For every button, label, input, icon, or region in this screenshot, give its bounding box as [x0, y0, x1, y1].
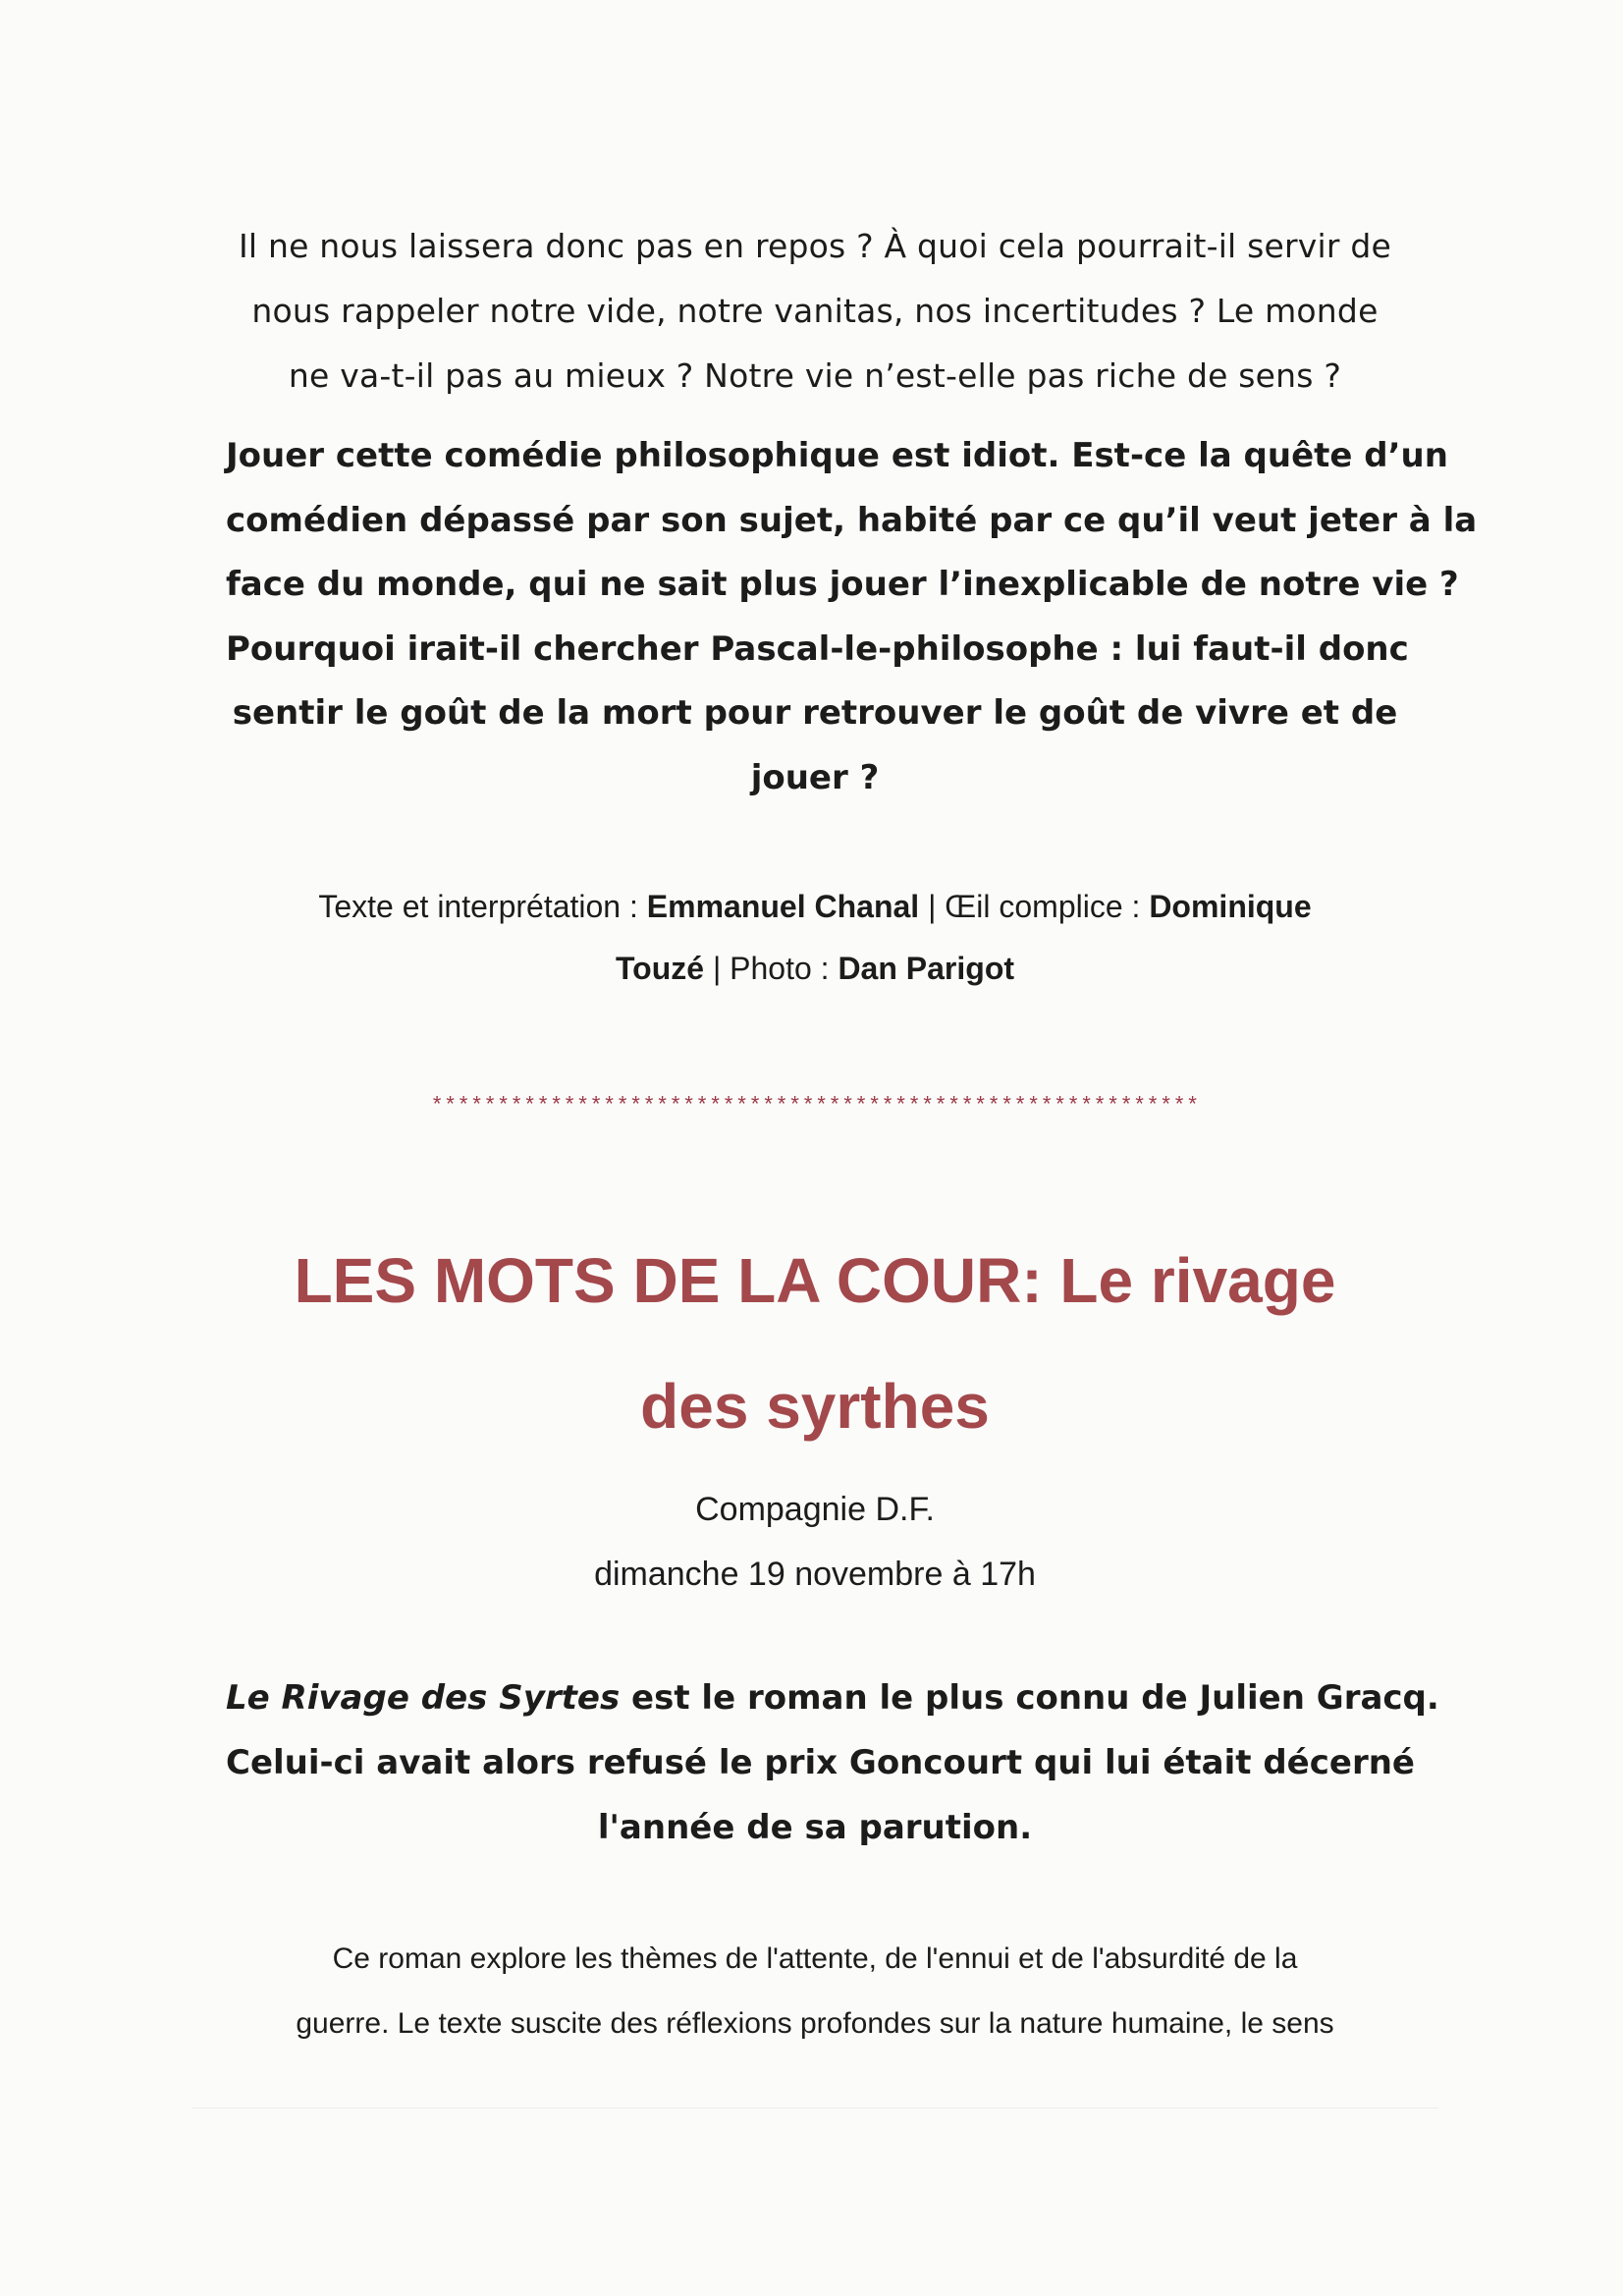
credit-photo-name: Dan Parigot — [838, 951, 1015, 986]
bold-paragraph-line: Pourquoi irait-il chercher Pascal-le-philosophe : lui faut-il donc — [226, 629, 1409, 669]
credit-text-name: Emmanuel Chanal — [646, 889, 920, 924]
event-title — [226, 1218, 1404, 1469]
event-date: dimanche 19 novembre à 17h — [594, 1556, 1036, 1593]
description-line: guerre. Le texte suscite des réflexions profondes sur la nature humaine, le sens — [296, 2007, 1334, 2040]
event-title-line-1: LES MOTS DE LA COUR: Le rivage — [294, 1245, 1336, 1316]
event-info — [226, 1477, 1404, 1607]
bold-paragraph-line: face du monde, qui ne sait plus jouer l’inexplicable de notre vie ? — [226, 565, 1459, 604]
bold-paragraph-line: jouer ? — [750, 757, 880, 797]
credit-separator: | — [919, 889, 946, 924]
credit-eye-label: Œil complice : — [945, 889, 1150, 924]
description-paragraph — [226, 1927, 1404, 2056]
summary-line-1 — [226, 1666, 1439, 1730]
section-separator: ********************************************************** — [430, 1094, 1200, 1119]
credits-line-2 — [226, 938, 1404, 1000]
credits-line-1 — [226, 876, 1404, 938]
intro-paragraph — [226, 214, 1404, 409]
intro-line: Il ne nous laissera donc pas en repos ? À quoi cela pourrait-il servir de — [239, 227, 1391, 265]
intro-line: nous rappeler notre vide, notre vanitas, nos incertitudes ? Le monde — [251, 292, 1379, 330]
summary-line-2: Celui-ci avait alors refusé le prix Goncourt qui lui était décerné — [226, 1743, 1415, 1782]
credit-photo-label: | Photo : — [704, 951, 839, 986]
credit-eye-name-last: Touzé — [615, 951, 705, 986]
credit-eye-name-first: Dominique — [1149, 889, 1312, 924]
bold-paragraph-line: comédien dépassé par son sujet, habité par ce qu’il veut jeter à la — [226, 500, 1478, 540]
book-title: Le Rivage des Syrtes — [226, 1678, 621, 1718]
bold-paragraph-line: sentir le goût de la mort pour retrouver le goût de vivre et de — [232, 693, 1398, 733]
intro-line: ne va-t-il pas au mieux ? Notre vie n’est-elle pas riche de sens ? — [288, 356, 1342, 395]
bold-paragraph-line: Jouer cette comédie philosophique est idiot. Est-ce la quête d’un — [226, 436, 1448, 475]
summary-paragraph — [226, 1666, 1439, 1860]
company-name: Compagnie D.F. — [695, 1491, 935, 1528]
bottom-divider — [191, 2107, 1438, 2108]
description-line: Ce roman explore les thèmes de l'attente, de l'ennui et de l'absurdité de la — [332, 1942, 1298, 1975]
credits — [226, 876, 1404, 1000]
event-title-line-2: des syrthes — [640, 1371, 990, 1442]
summary-line-1-rest: est le roman le plus connu de Julien Gracq. — [620, 1678, 1439, 1718]
credit-text-label: Texte et interprétation : — [318, 889, 647, 924]
summary-line-3: l'année de sa parution. — [597, 1808, 1033, 1847]
bold-paragraph — [226, 424, 1478, 810]
